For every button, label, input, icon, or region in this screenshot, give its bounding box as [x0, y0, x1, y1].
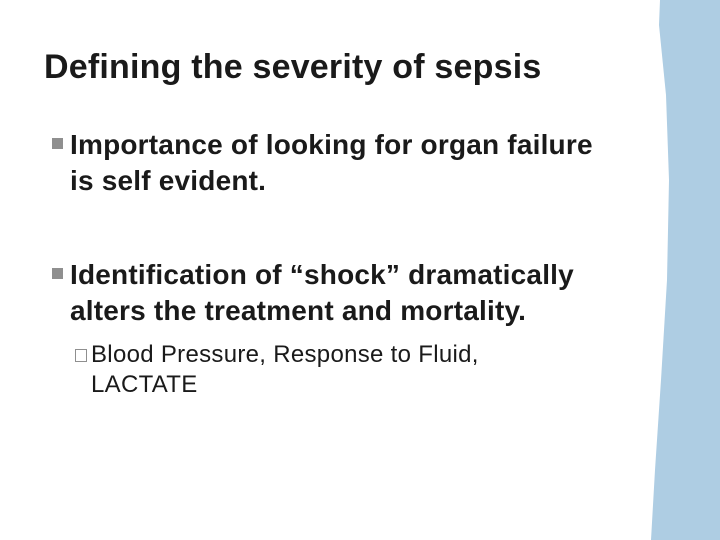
bullet-text: Importance of looking for organ failure is self evident. [70, 129, 593, 196]
square-bullet-icon [52, 138, 63, 149]
bullet-item [52, 257, 652, 329]
slide-title: Defining the severity of sepsis [44, 48, 542, 86]
bullet-text: Identification of “shock” dramatically alters the treatment and mortality. [70, 259, 574, 326]
square-bullet-icon [52, 268, 63, 279]
sub-bullet-text: Blood Pressure, Response to Fluid, LACTATE [91, 341, 479, 398]
sub-bullet-item [75, 340, 555, 400]
hollow-square-bullet-icon [75, 349, 87, 362]
bullet-item [52, 127, 612, 199]
accent-band-shape [651, 0, 720, 540]
